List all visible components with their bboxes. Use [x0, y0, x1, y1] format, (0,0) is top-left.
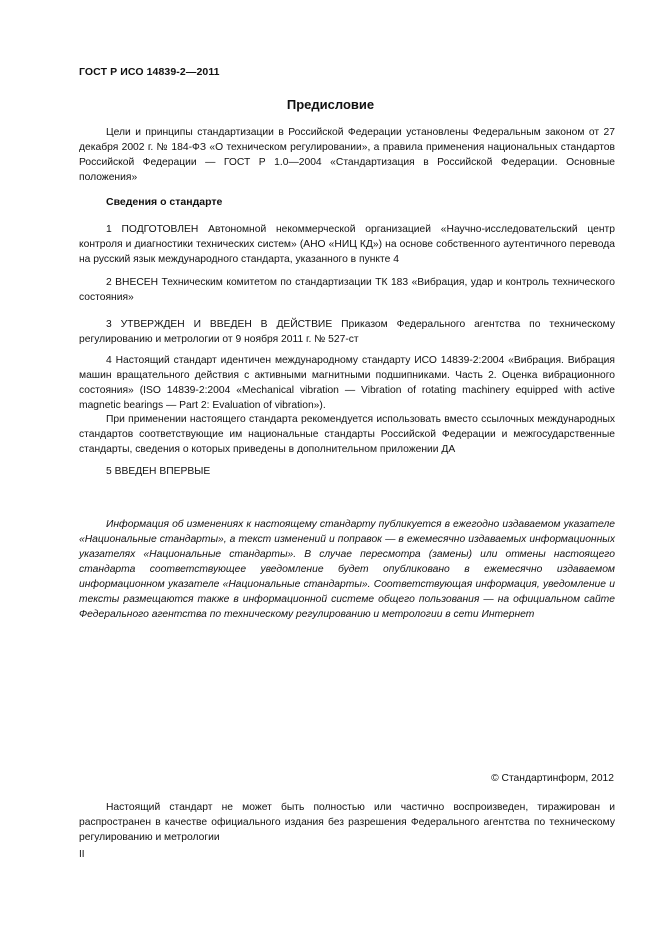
document-code-header: ГОСТ Р ИСО 14839-2—2011 [79, 66, 220, 78]
copyright-line: © Стандартинформ, 2012 [491, 773, 614, 784]
page-number: II [79, 849, 85, 860]
standard-info-heading: Сведения о стандарте [106, 196, 223, 208]
item-1-prepared: 1 ПОДГОТОВЛЕН Автономной некоммерческой организацией «Научно-исследовательский центр контроля и диагностики технических систем» (АНО «НИЦ КД») на основе собственного аутентичного перевода на русский язык международного стандарта, указанного в пункте 4 [79, 224, 615, 265]
reproduction-note: Настоящий стандарт не может быть полностью или частично воспроизведен, тиражирован и распространен в качестве официального издания без разрешения Федерального агентства по техническому регулированию и метрологии [79, 802, 615, 843]
item-4-identical: 4 Настоящий стандарт идентичен международному стандарту ИСО 14839-2:2004 «Вибрация. Вибрация машин вращательного действия с активными магнитными подшипниками. Часть 2. Оценка вибрационного состояния» (ISO 14839-2:2004 «Mechanical vibration — Vibration of rotating machinery equipped with active magnetic bearings — Part 2: Evaluation of vibration»). [79, 355, 615, 411]
item-2-submitted: 2 ВНЕСЕН Техническим комитетом по стандартизации ТК 183 «Вибрация, удар и контроль технического состояния» [79, 277, 615, 303]
preface-intro: Цели и принципы стандартизации в Российской Федерации установлены Федеральным законом от 27 декабря 2002 г. № 184-ФЗ «О техническом регулировании», а правила применения национальных стандартов Российской Федерации — ГОСТ Р 1.0—2004 «Стандартизация в Российской Федерации. Основные положения» [79, 127, 615, 183]
item-3-approved: 3 УТВЕРЖДЕН И ВВЕДЕН В ДЕЙСТВИЕ Приказом Федерального агентства по техническому регулированию и метрологии от 9 ноября 2011 г. № 527-ст [79, 319, 615, 345]
item-5-first-introduced: 5 ВВЕДЕН ВПЕРВЫЕ [106, 466, 211, 477]
changes-notice: Информация об изменениях к настоящему стандарту публикуется в ежегодно издаваемом указателе «Национальные стандарты», а текст изменений и поправок — в ежемесячно издаваемых информационных указателях «Национальные стандарты». В случае пересмотра (замены) или отмены настоящего стандарта соответствующее уведомление будет опубликовано в ежемесячно издаваемом информационном указателе «Национальные стандарты». Соответствующая информация, уведомление и тексты размещаются также в информационной системе общего пользования — на официальном сайте Федерального агентства по техническому регулированию и метрологии в сети Интернет [79, 519, 615, 620]
item-4-usage-note: При применении настоящего стандарта рекомендуется использовать вместо ссылочных международных стандартов соответствующие им национальные стандарты Российской Федерации и межгосударственные стандарты, сведения о которых приведены в дополнительном приложении ДА [79, 414, 615, 455]
preface-title: Предисловие [286, 97, 375, 112]
